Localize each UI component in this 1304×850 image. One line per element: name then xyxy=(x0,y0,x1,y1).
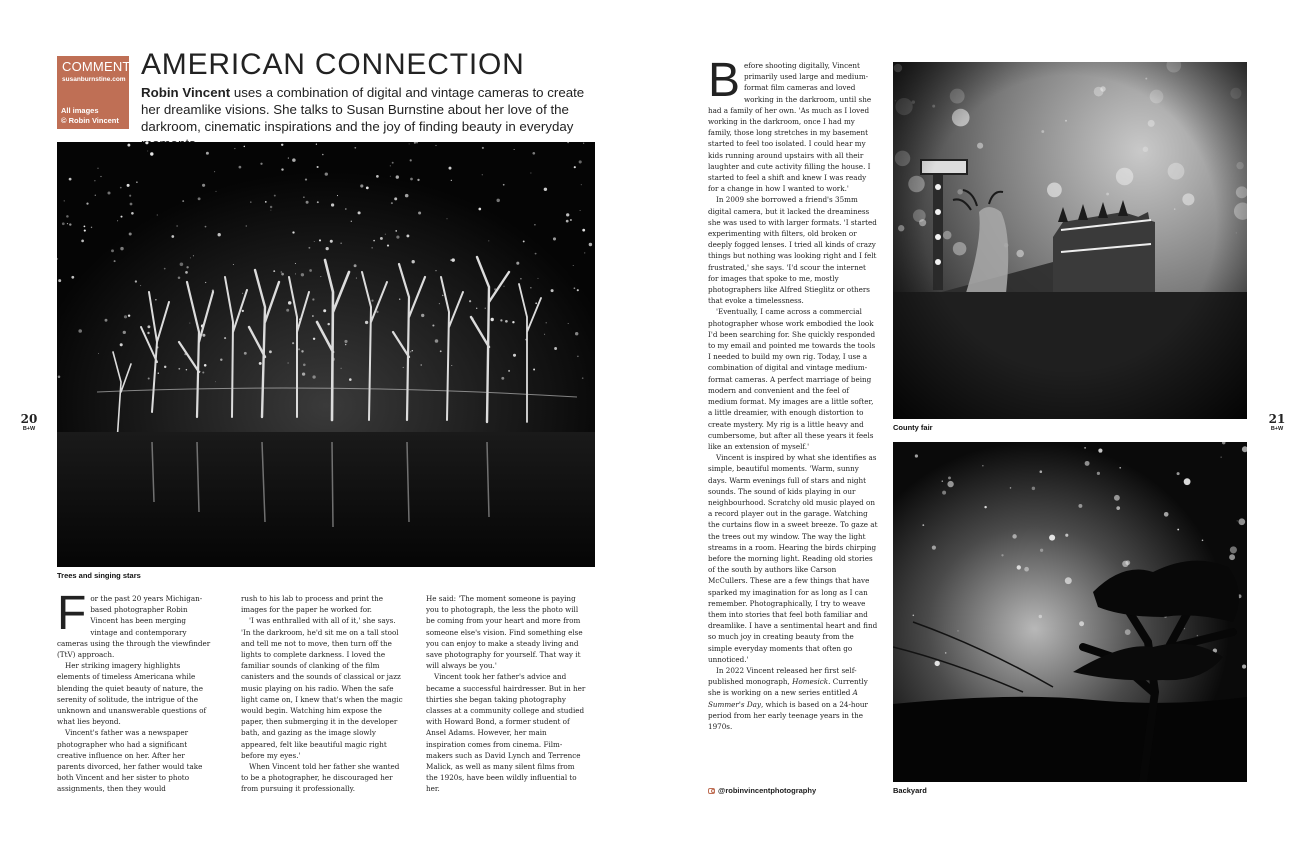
paragraph: In 2009 she borrowed a friend's 35mm digital camera, but it lacked the dreaminess she was used to with larger formats. 'I started experimenting with filters, old broken or deeply fogged lenses. I tried all kinds of crazy things but nothing was looking right and I felt frustrated,' she says. 'I'd scour the internet for images that spoke to me, mostly photographers like Alfred Stieglitz or others that evoke a timelessness. xyxy=(708,195,877,306)
body-column-1 xyxy=(57,587,211,795)
paragraph: Vincent's father was a newspaper photographer who had a significant creative influence on her. After her parents divorced, her father would take both Vincent and her sister to photo assignments, then they would xyxy=(57,728,203,794)
body-column-3 xyxy=(426,593,588,795)
standfirst-text: uses a combination of digital and vintage cameras to create her dreamlike visions. She talks to Susan Burnstine about her love of the darkroom, cinematic inspirations and the joy of finding beauty in everyday xyxy=(141,85,585,134)
folio-mark-right: B+W xyxy=(1270,426,1284,432)
photo-county-fair xyxy=(893,62,1247,419)
folio-right xyxy=(1262,413,1292,432)
paragraph: Vincent took her father's advice and became a successful hairdresser. But in her thirties she began taking photography classes at a community college and studied with Howard Bond, a former student of Ansel Adams. However, her main inspiration comes from cinema. Film-makers such as David Lynch and Terrence Malick, as well as many silent films from the 1920s, have been wildly influential to her. xyxy=(426,672,586,794)
paragraph: or the past 20 years Michigan-based photographer Robin Vincent has been merging vintage and contemporary cameras using the through the viewfinder (TtV) approach. xyxy=(57,594,211,660)
paragraph: Her striking imagery highlights elements of timeless Americana while blending the quiet beauty of nature, the serenity of solitude, the intrigue of the unknown and unanswerable questions of what lies beyond. xyxy=(57,661,207,727)
standfirst-name: Robin Vincent xyxy=(141,85,231,100)
paragraph: Vincent is inspired by what she identifies as simple, beautiful moments. 'Warm, sunny days. Warm evenings full of stars and night sounds. The sound of kids playing in our neighbourhood. Scratchy old music played on a record player out in the garage. Watching the curtains flow in a sweet breeze. To gaze at the trees out my window. The way the light streams in a room. Hearing the birds chirping before the morning light. Reading old stories of the south by authors like Carson McCullers. These are a few things that have sparked my imagination for as long as I can remember. Photographically, I try to weave them into stories that feel both familiar and dreamlike. I have a sentimental heart and find so much joy in creating beauty from the simple everyday moments that often go unnoticed.' xyxy=(708,453,878,664)
folio-left xyxy=(14,413,44,432)
photo-backyard xyxy=(893,442,1247,782)
social-handle: @robinvincentphotography xyxy=(718,786,817,795)
book-title-summers-day: A Summer's Day xyxy=(708,688,858,709)
instagram-icon xyxy=(708,788,715,794)
website-label: susanburnstine.com xyxy=(62,76,126,83)
paragraph: He said: 'The moment someone is paying you to photograph, the less the photo will be coming from your heart and more from someone else's vision. Find something else you can enjoy to make a steady living and save photography for yourself. That way it will always be you.' xyxy=(426,594,583,671)
credit-line-1: All images xyxy=(61,106,99,115)
credit-line-2: © Robin Vincent xyxy=(61,116,119,125)
page-number-left: 20 xyxy=(20,412,38,426)
caption-trees: Trees and singing stars xyxy=(57,571,141,580)
paragraph: efore shooting digitally, Vincent primarily used large and medium-format film cameras and loved working in the darkroom, until she had a family of her own. 'As much as I loved working in the darkroom, once I had my family, those long stretches in my basement started to feel too isolated. I could hear my kids running around upstairs with all their laughter and cute activity filling the house. I started to feel a shift and knew I was ready for a change in how I wanted to work.' xyxy=(708,61,872,194)
social-credit xyxy=(708,786,816,795)
image-credit xyxy=(61,106,127,126)
paragraph: When Vincent told her father she wanted to be a photographer, he discouraged her from pursuing it professionally. xyxy=(241,762,400,794)
paragraph-text: . Currently she is working on a new series entitled xyxy=(708,677,868,698)
book-title-homesick: Homesick xyxy=(792,677,829,687)
paragraph-text: In 2022 Vincent released her first self-published monograph, xyxy=(708,665,857,687)
paragraph: 'Eventually, I came across a commercial photographer whose work embodied the look I'd been searching for. She quickly responded to my email and pointed me towards the tools I needed to build my own rig. Today, I use a combination of digital and vintage medium-format cameras. A perfect marriage of being modern and convenient and the feel of medium format. My images are a little softer, a little dreamier, with enough distortion to create mystery. My rig is a little heavy and cumbersome, but after all these years it feels like an extension of myself.' xyxy=(708,307,876,451)
drop-cap-f: F xyxy=(57,587,87,640)
caption-county-fair: County fair xyxy=(893,423,933,432)
paragraph: rush to his lab to process and print the images for the paper he worked for. xyxy=(241,594,384,615)
paragraph-text: , which is based on a 24-hour period from her early teenage years in the 1970s. xyxy=(708,699,868,731)
paragraph xyxy=(708,665,878,732)
photo-trees-and-stars xyxy=(57,142,595,567)
paragraph: 'I was enthralled with all of it,' she says. 'In the darkroom, he'd sit me on a tall stool and tell me not to move, then turn off the lights to complete darkness. I loved the familiar sounds of clanking of the film canisters and the sounds of classical or jazz music playing on his radio. When the safe light came on, I knew that's when the magic would begin. Watching him expose the paper, then submerging it in the developer bath, and gazing as the image slowly appeared, felt like beautiful magic right before my eyes.' xyxy=(241,616,403,760)
page-number-right: 21 xyxy=(1268,412,1286,426)
body-column-4 xyxy=(708,54,878,732)
caption-backyard: Backyard xyxy=(893,786,927,795)
body-column-2 xyxy=(241,593,404,795)
folio-mark-left: B+W xyxy=(22,426,36,432)
article-headline: AMERICAN CONNECTION xyxy=(141,48,525,81)
drop-cap-b: B xyxy=(708,54,741,107)
section-label: COMMENT xyxy=(62,59,131,74)
comment-tag xyxy=(57,56,129,129)
